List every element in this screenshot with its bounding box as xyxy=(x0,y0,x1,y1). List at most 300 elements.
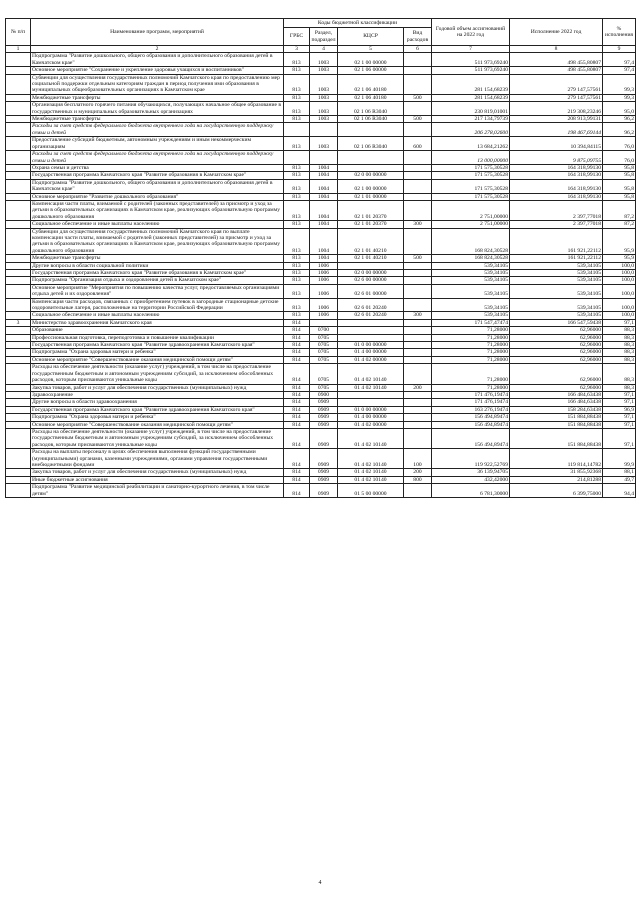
row-razdel: 0909 xyxy=(310,484,338,498)
row-grbs: 813 xyxy=(284,193,310,200)
row-exec: 539,34105 xyxy=(510,312,603,319)
row-ksr xyxy=(338,327,404,334)
row-razdel: 1004 xyxy=(310,255,338,262)
row-number xyxy=(6,53,31,67)
row-razdel: 1004 xyxy=(310,228,338,255)
table-row xyxy=(6,284,636,298)
column-number: 1 xyxy=(6,46,31,53)
row-razdel: 0909 xyxy=(310,449,338,469)
row-grbs: 813 xyxy=(284,228,310,255)
row-razdel: 0909 xyxy=(310,406,338,413)
row-exec: 279 147,57561 xyxy=(510,74,603,94)
column-number: 5 xyxy=(338,46,404,53)
row-grbs: 813 xyxy=(284,312,310,319)
row-name: Здравоохранение xyxy=(31,391,284,398)
row-exec: 161 921,22112 xyxy=(510,228,603,255)
row-plan: 13 000,00000 xyxy=(432,151,510,165)
row-ksr: 01 4 02 00000 xyxy=(338,421,404,428)
row-name: Иные бюджетные ассигнования xyxy=(31,476,284,483)
row-ksr xyxy=(338,399,404,406)
row-number xyxy=(6,342,31,349)
row-percent: 97,1 xyxy=(603,399,636,406)
row-vid xyxy=(404,364,432,384)
row-vid: 500 xyxy=(404,255,432,262)
row-razdel: 1004 xyxy=(310,200,338,220)
row-name: Подпрограмма "Организация отдыха и оздоровления детей в Камчатском крае" xyxy=(31,277,284,284)
row-name: Подпрограмма "Развитие медицинской реабилитации и санаторно-курортного лечения, в том числе детям" xyxy=(31,484,284,498)
row-exec: 10 394,84115 xyxy=(510,137,603,151)
row-percent: 76,0 xyxy=(603,137,636,151)
row-ksr xyxy=(338,164,404,171)
table-row xyxy=(6,391,636,398)
row-number xyxy=(6,449,31,469)
row-percent: 88,3 xyxy=(603,356,636,363)
row-vid xyxy=(404,164,432,171)
row-number xyxy=(6,327,31,334)
row-number xyxy=(6,137,31,151)
table-row xyxy=(6,414,636,421)
row-number: 3 xyxy=(6,319,31,326)
row-name: Основное мероприятие "Развитие дошкольного образования" xyxy=(31,193,284,200)
table-row xyxy=(6,255,636,262)
row-name: Межбюджетные трансферты xyxy=(31,255,284,262)
row-number xyxy=(6,164,31,171)
row-grbs: 814 xyxy=(284,349,310,356)
row-percent: 100,0 xyxy=(603,284,636,298)
row-percent: 97,4 xyxy=(603,53,636,67)
row-plan: 281 154,68239 xyxy=(432,74,510,94)
row-razdel: 0705 xyxy=(310,384,338,391)
row-ksr: 01 0 00 00000 xyxy=(338,406,404,413)
row-number xyxy=(6,221,31,228)
header-plan: Годовой объем ассигнований на 2022 год xyxy=(432,19,510,46)
row-razdel xyxy=(310,319,338,326)
row-vid xyxy=(404,349,432,356)
row-number xyxy=(6,172,31,179)
row-plan: 168 824,30528 xyxy=(432,255,510,262)
row-exec: 161 921,22112 xyxy=(510,255,603,262)
row-number xyxy=(6,67,31,74)
row-name: Предоставление субсидий бюджетным, автономным учреждениям и иным некоммерческим организациям xyxy=(31,137,284,151)
row-exec: 151 884,88438 xyxy=(510,428,603,448)
row-vid xyxy=(404,123,432,137)
row-vid xyxy=(404,262,432,269)
row-ksr: 02 1 01 20370 xyxy=(338,221,404,228)
table-row xyxy=(6,94,636,101)
column-number: 8 xyxy=(510,46,603,53)
table-row xyxy=(6,469,636,476)
header-razdel: Раздел, подраздел xyxy=(310,28,338,46)
header-vid: Вид расходов xyxy=(404,28,432,46)
table-row xyxy=(6,421,636,428)
row-number xyxy=(6,312,31,319)
row-vid xyxy=(404,319,432,326)
row-plan: 281 154,68239 xyxy=(432,94,510,101)
column-number-row xyxy=(6,46,636,53)
row-vid: 100 xyxy=(404,449,432,469)
row-vid: 500 xyxy=(404,116,432,123)
row-percent: 88,3 xyxy=(603,342,636,349)
row-name: Основное мероприятие "Сохранение и укрепление здоровья учащихся и воспитанников" xyxy=(31,67,284,74)
row-ksr xyxy=(338,319,404,326)
row-number xyxy=(6,406,31,413)
row-plan: 230 819,01001 xyxy=(432,102,510,116)
row-exec: 62,96000 xyxy=(510,327,603,334)
row-name: Государственная программа Камчатского края "Развитие здравоохранения Камчатского края" xyxy=(31,342,284,349)
row-name: Закупка товаров, работ и услуг для обеспечения государственных (муниципальных) нужд xyxy=(31,469,284,476)
row-exec: 208 913,99131 xyxy=(510,116,603,123)
row-exec: 164 318,99130 xyxy=(510,172,603,179)
row-vid xyxy=(404,102,432,116)
row-exec: 214,81288 xyxy=(510,476,603,483)
row-ksr: 01 4 02 10140 xyxy=(338,364,404,384)
row-name: Межбюджетные трансферты xyxy=(31,116,284,123)
row-razdel: 0909 xyxy=(310,414,338,421)
row-razdel: 1006 xyxy=(310,262,338,269)
row-plan: 36 139,94705 xyxy=(432,469,510,476)
row-grbs: 814 xyxy=(284,364,310,384)
row-grbs: 813 xyxy=(284,270,310,277)
row-grbs: 813 xyxy=(284,53,310,67)
row-percent: 97,1 xyxy=(603,391,636,398)
row-plan: 71,28000 xyxy=(432,384,510,391)
row-percent: 95,9 xyxy=(603,255,636,262)
row-number xyxy=(6,284,31,298)
row-exec: 62,96000 xyxy=(510,356,603,363)
header-name: Наименование программ, мероприятий xyxy=(31,19,284,46)
table-row xyxy=(6,364,636,384)
row-plan: 2 751,00000 xyxy=(432,221,510,228)
row-percent: 76,0 xyxy=(603,151,636,165)
table-row xyxy=(6,319,636,326)
row-plan: 163 276,19474 xyxy=(432,406,510,413)
row-grbs: 814 xyxy=(284,384,310,391)
row-razdel: 1004 xyxy=(310,221,338,228)
row-percent: 99,3 xyxy=(603,94,636,101)
row-vid xyxy=(404,270,432,277)
row-vid xyxy=(404,53,432,67)
row-vid xyxy=(404,74,432,94)
row-name: Министерство здравоохранения Камчатского края xyxy=(31,319,284,326)
row-plan: 71,28000 xyxy=(432,349,510,356)
column-number: 6 xyxy=(404,46,432,53)
row-exec: 279 147,57561 xyxy=(510,94,603,101)
row-number xyxy=(6,277,31,284)
table-row xyxy=(6,312,636,319)
header-num: № п/п xyxy=(6,19,31,46)
column-number: 7 xyxy=(432,46,510,53)
row-grbs: 813 xyxy=(284,94,310,101)
row-percent: 95,9 xyxy=(603,228,636,255)
row-name: Подпрограмма "Развитие дошкольного, общего образования и дополнительного образования детей в Камчатском крае" xyxy=(31,53,284,67)
row-percent: 97,1 xyxy=(603,414,636,421)
row-exec: 539,34105 xyxy=(510,262,603,269)
row-razdel: 1003 xyxy=(310,74,338,94)
row-ksr: 01 4 02 10140 xyxy=(338,384,404,391)
row-exec: 2 397,77018 xyxy=(510,221,603,228)
row-ksr xyxy=(338,334,404,341)
row-ksr: 02 1 01 40210 xyxy=(338,228,404,255)
table-row xyxy=(6,428,636,448)
row-number xyxy=(6,116,31,123)
row-razdel: 0900 xyxy=(310,391,338,398)
row-exec: 539,34105 xyxy=(510,277,603,284)
row-razdel: 1004 xyxy=(310,193,338,200)
table-row xyxy=(6,384,636,391)
column-number: 3 xyxy=(284,46,310,53)
row-plan: 539,34105 xyxy=(432,262,510,269)
row-exec: 62,96000 xyxy=(510,364,603,384)
row-razdel: 0705 xyxy=(310,356,338,363)
row-percent: 88,3 xyxy=(603,327,636,334)
row-vid xyxy=(404,67,432,74)
row-ksr: 02 1 01 40210 xyxy=(338,255,404,262)
row-name: Государственная программа Камчатского края "Развитие здравоохранения Камчатского края" xyxy=(31,406,284,413)
row-plan: 171 575,30528 xyxy=(432,193,510,200)
row-grbs: 814 xyxy=(284,414,310,421)
row-razdel: 1003 xyxy=(310,53,338,67)
row-plan: 206 278,02600 xyxy=(432,123,510,137)
row-grbs: 813 xyxy=(284,262,310,269)
row-vid xyxy=(404,334,432,341)
row-vid xyxy=(404,406,432,413)
row-percent: 100,0 xyxy=(603,277,636,284)
table-row xyxy=(6,334,636,341)
row-razdel: 1003 xyxy=(310,67,338,74)
row-number xyxy=(6,364,31,384)
table-row xyxy=(6,449,636,469)
row-percent: 88,3 xyxy=(603,364,636,384)
row-ksr: 02 1 06 R3040 xyxy=(338,102,404,116)
row-percent: 95,8 xyxy=(603,179,636,193)
row-vid: 600 xyxy=(404,137,432,151)
row-razdel xyxy=(310,123,338,137)
row-plan: 171 575,30528 xyxy=(432,172,510,179)
row-exec: 151 884,88438 xyxy=(510,421,603,428)
row-name: Профессиональная подготовка, переподготовка и повышение квалификации xyxy=(31,334,284,341)
row-name: Субвенции для осуществления государственных полномочий Камчатского края по предоставлению мер социальной поддержки отдельным категориям граждан в период получения ими образования в муниципальных общеобразовательных организациях в Камчатском крае xyxy=(31,74,284,94)
row-ksr: 02 0 00 00000 xyxy=(338,172,404,179)
row-name: Основное мероприятие "Совершенствование оказания медицинской помощи детям" xyxy=(31,421,284,428)
row-plan: 171 575,30528 xyxy=(432,164,510,171)
row-name: Подпрограмма "Охрана здоровья матери и ребенка" xyxy=(31,414,284,421)
row-grbs: 813 xyxy=(284,172,310,179)
row-exec: 198 467,69144 xyxy=(510,123,603,137)
row-exec: 62,96000 xyxy=(510,334,603,341)
table-row xyxy=(6,277,636,284)
row-name: Основное мероприятие "Мероприятия по повышению качества услуг, предоставляемых организациями отдыха детей и их оздоровления" xyxy=(31,284,284,298)
row-name: Другие вопросы в области здравоохранения xyxy=(31,399,284,406)
row-plan: 539,34105 xyxy=(432,312,510,319)
row-vid: 300 xyxy=(404,221,432,228)
row-exec: 9 875,09755 xyxy=(510,151,603,165)
row-vid: 300 xyxy=(404,312,432,319)
row-razdel: 0909 xyxy=(310,421,338,428)
row-number xyxy=(6,399,31,406)
table-row xyxy=(6,221,636,228)
row-plan: 156 494,89474 xyxy=(432,414,510,421)
row-grbs: 814 xyxy=(284,334,310,341)
row-grbs: 813 xyxy=(284,67,310,74)
row-number xyxy=(6,384,31,391)
row-plan: 71,28000 xyxy=(432,327,510,334)
row-vid xyxy=(404,342,432,349)
row-grbs: 814 xyxy=(284,342,310,349)
row-ksr: 02 6 00 00000 xyxy=(338,277,404,284)
row-plan: 539,34105 xyxy=(432,277,510,284)
column-number: 4 xyxy=(310,46,338,53)
row-razdel: 1004 xyxy=(310,179,338,193)
row-ksr: 01 4 02 10140 xyxy=(338,469,404,476)
row-percent: 88,3 xyxy=(603,334,636,341)
row-grbs: 813 xyxy=(284,255,310,262)
table-row xyxy=(6,53,636,67)
table-row xyxy=(6,74,636,94)
row-vid xyxy=(404,228,432,255)
row-number xyxy=(6,469,31,476)
row-name: Другие вопросы в области социальной политики xyxy=(31,262,284,269)
row-percent: 100,0 xyxy=(603,262,636,269)
row-razdel: 1003 xyxy=(310,94,338,101)
row-percent: 88,1 xyxy=(603,469,636,476)
row-ksr: 02 6 01 20240 xyxy=(338,298,404,312)
row-plan: 2 751,00000 xyxy=(432,200,510,220)
row-razdel: 1006 xyxy=(310,284,338,298)
row-grbs: 814 xyxy=(284,428,310,448)
row-name: Социальное обеспечение и иные выплаты населению xyxy=(31,312,284,319)
row-vid xyxy=(404,193,432,200)
row-exec: 2 397,77018 xyxy=(510,200,603,220)
row-plan: 539,34105 xyxy=(432,270,510,277)
row-razdel: 1006 xyxy=(310,277,338,284)
row-percent: 49,7 xyxy=(603,476,636,483)
row-number xyxy=(6,428,31,448)
table-row xyxy=(6,406,636,413)
row-name: Компенсация части платы, взимаемой с родителей (законных представителей) за присмотр и уход за детьми в образовательных организациях в Камчатском крае, реализующих образовательную программу дошкольного образования xyxy=(31,200,284,220)
row-name: Государственная программа Камчатского края "Развитие образования в Камчатском крае" xyxy=(31,172,284,179)
table-row xyxy=(6,298,636,312)
row-grbs: 813 xyxy=(284,298,310,312)
row-number xyxy=(6,476,31,483)
table-row xyxy=(6,476,636,483)
table-row xyxy=(6,342,636,349)
row-ksr: 02 6 01 00000 xyxy=(338,284,404,298)
row-vid xyxy=(404,428,432,448)
table-row xyxy=(6,172,636,179)
row-plan: 71,28000 xyxy=(432,364,510,384)
row-ksr: 01 4 02 10140 xyxy=(338,476,404,483)
row-name: Подпрограмма "Охрана здоровья матери и ребенка" xyxy=(31,349,284,356)
row-percent: 100,0 xyxy=(603,312,636,319)
row-razdel: 0909 xyxy=(310,428,338,448)
table-row xyxy=(6,102,636,116)
row-razdel: 0700 xyxy=(310,327,338,334)
row-grbs: 813 xyxy=(284,284,310,298)
row-grbs xyxy=(284,123,310,137)
row-percent: 96,2 xyxy=(603,123,636,137)
row-name: Охрана семьи и детства xyxy=(31,164,284,171)
row-number xyxy=(6,193,31,200)
table-row xyxy=(6,327,636,334)
table-row xyxy=(6,123,636,137)
column-number: 2 xyxy=(31,46,284,53)
row-ksr: 01 4 00 00000 xyxy=(338,414,404,421)
row-grbs: 813 xyxy=(284,200,310,220)
row-number xyxy=(6,414,31,421)
row-percent: 87,2 xyxy=(603,200,636,220)
row-exec: 164 318,99130 xyxy=(510,193,603,200)
row-number xyxy=(6,349,31,356)
table-row xyxy=(6,228,636,255)
row-percent: 100,0 xyxy=(603,298,636,312)
row-ksr xyxy=(338,123,404,137)
table-row xyxy=(6,151,636,165)
table-body xyxy=(6,53,636,498)
row-vid xyxy=(404,298,432,312)
row-vid xyxy=(404,284,432,298)
table-row xyxy=(6,270,636,277)
row-exec: 498 455,80807 xyxy=(510,67,603,74)
row-number xyxy=(6,356,31,363)
row-grbs: 813 xyxy=(284,221,310,228)
row-plan: 156 494,89474 xyxy=(432,428,510,448)
row-vid xyxy=(404,484,432,498)
row-ksr xyxy=(338,391,404,398)
row-number xyxy=(6,151,31,165)
row-percent: 95,8 xyxy=(603,172,636,179)
page-number: 4 xyxy=(318,880,322,886)
row-exec: 158 284,63438 xyxy=(510,406,603,413)
row-percent: 97,1 xyxy=(603,428,636,448)
header-ksr: КЦСР xyxy=(338,28,404,46)
row-ksr xyxy=(338,262,404,269)
table-row xyxy=(6,200,636,220)
row-exec: 166 484,63438 xyxy=(510,399,603,406)
row-vid xyxy=(404,391,432,398)
row-ksr: 01 4 02 00000 xyxy=(338,356,404,363)
row-grbs: 814 xyxy=(284,319,310,326)
row-plan: 71,28000 xyxy=(432,356,510,363)
row-number xyxy=(6,391,31,398)
table-row xyxy=(6,137,636,151)
header-grbs: ГРБС xyxy=(284,28,310,46)
row-number xyxy=(6,74,31,94)
row-grbs: 814 xyxy=(284,327,310,334)
row-percent: 97,1 xyxy=(603,421,636,428)
table-row xyxy=(6,116,636,123)
row-exec: 539,34105 xyxy=(510,270,603,277)
row-name: Расходы за счет средств федерального бюджета внутреннего года на государственную поддержку семьи и детей xyxy=(31,151,284,165)
row-name: Компенсация части расходов, связанных с приобретением путевок в загородные стационарные детские оздоровительные лагеря, расположенные на территории Российской Федерации xyxy=(31,298,284,312)
row-percent: 87,2 xyxy=(603,221,636,228)
row-exec: 219 308,23246 xyxy=(510,102,603,116)
row-name: Подпрограмма "Развитие дошкольного, общего образования и дополнительного образования детей в Камчатском крае" xyxy=(31,179,284,193)
row-ksr: 01 4 02 10140 xyxy=(338,449,404,469)
row-vid xyxy=(404,151,432,165)
row-percent: 97,1 xyxy=(603,319,636,326)
row-name: Закупка товаров, работ и услуг для обеспечения государственных (муниципальных) нужд xyxy=(31,384,284,391)
row-razdel: 0705 xyxy=(310,349,338,356)
row-razdel: 1003 xyxy=(310,137,338,151)
budget-table xyxy=(5,18,636,498)
row-percent: 99,3 xyxy=(603,74,636,94)
row-exec: 539,34105 xyxy=(510,284,603,298)
row-ksr: 02 1 01 00000 xyxy=(338,193,404,200)
table-row xyxy=(6,262,636,269)
row-name: Организация бесплатного горячего питания обучающихся, получающих начальное общее образование в государственных и муниципальных образовательных организациях xyxy=(31,102,284,116)
row-ksr: 01 5 00 00000 xyxy=(338,484,404,498)
row-grbs: 814 xyxy=(284,484,310,498)
